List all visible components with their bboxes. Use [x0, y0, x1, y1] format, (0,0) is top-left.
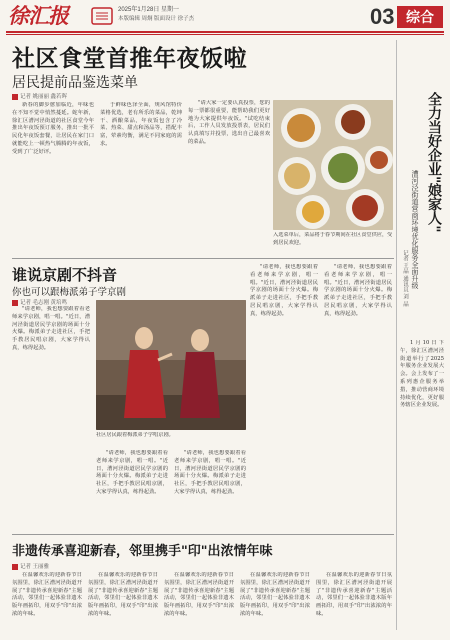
side-byline: 记者 王晶 通讯员 刘 晶	[402, 250, 408, 307]
lead-column-1: 新春的脚步愈加临近，年味也在不知不觉中悄然蔓延。蛇年新，徐汇区漕河泾街道的社区食堂今年推出年夜饭预订服务，推出一批平民化年夜饭套餐，让居民在家门口就能吃上一顿热气腾腾的年夜饭，受到了广泛好评。	[12, 102, 94, 155]
section-label: 综合	[397, 6, 443, 28]
section-divider-2	[12, 534, 394, 535]
newspaper-logo: 徐汇报	[8, 3, 68, 28]
opera-subhead: 你也可以跟梅派弟子学京剧	[12, 287, 127, 298]
opera-column-1: "请老师，我也想要跟着看老师来学京剧，唱一唱。"近日，漕河泾街道居民学京剧的场面十分火爆。梅派弟子走进社区，手把手教居民唱京剧，大家学得认真，练得起劲。	[12, 306, 90, 351]
opera-column-4: "请老师，我也想要跟着看老师来学京剧，唱一唱。"近日，漕河泾街道居民学京剧的场面十分火爆。梅派弟子走进社区，手把手教居民唱京剧，大家学得认真，练得起劲。	[250, 264, 318, 317]
lead-column-3: "请大家一定要认真投票，您的每一票都很重要，能帮助我们更好地为大家提供年夜饭。"试吃结束后，工作人员发放投票表，居民们认真填写并投票，选出自己最喜欢的菜品。	[188, 100, 270, 145]
side-story-body: 1月10日下午，徐汇区漕河泾街道举行了2025年服务企业发展大会。会上发布了一系列惠企服务举措，推动营商环境持续优化，更好服务辖区企业发展。	[400, 340, 444, 409]
byline-marker-icon	[12, 300, 18, 306]
heritage-column-1: 在温馨欢乐的迎新春节日氛围里，徐汇区漕河泾街道开展了"非遗传承喜迎新春"主题活动，邻里们一起体验非遗木版年画拓印，用双手"印"出浓浓的年味。	[12, 572, 82, 617]
opera-performers-image	[96, 300, 246, 430]
section-divider	[12, 258, 394, 259]
heritage-column-5: 在温馨欢乐的迎新春节日氛围里，徐汇区漕河泾街道开展了"非遗传承喜迎新春"主题活动，邻里们一起体验非遗木版年画拓印，用双手"印"出浓浓的年味。	[316, 572, 392, 617]
masthead-rule	[6, 31, 444, 33]
opera-column-2: "请老师，我也想要跟着看老师来学京剧，唱一唱。"近日，漕河泾街道居民学京剧的场面十分火爆。梅派弟子走进社区，手把手教居民唱京剧，大家学得认真，练得起劲。	[96, 450, 168, 495]
heritage-headline: 非遗传承喜迎新春，邻里携手"印"出浓情年味	[12, 544, 273, 559]
opera-photo	[96, 300, 246, 430]
page-number: 03	[370, 4, 395, 29]
editors-line: 本版编辑 周炯 版面设计 徐子杰	[118, 16, 195, 22]
lead-column-2: 于鲜味色泽全面，规风馆特价菜格优选，老有所乐的菜品，乾坤干、酒酿菜品，年夜饭包含了冷菜、热菜、甜点和汤品等，搭配丰富，荤素均衡，满足不同家庭的需求。	[100, 102, 182, 147]
opera-column-3: "请老师，我也想要跟着看老师来学京剧，唱一唱。"近日，漕河泾街道居民学京剧的场面十分火爆。梅派弟子走进社区，手把手教居民唱京剧，大家学得认真，练得起劲。	[174, 450, 246, 495]
food-photo	[273, 100, 393, 230]
opera-headline: 谁说京剧不抖音	[12, 266, 118, 284]
opera-byline	[12, 298, 67, 306]
lead-headline: 社区食堂首推年夜饭啦	[12, 45, 247, 72]
issue-date: 2025年1月28日 星期一	[118, 7, 180, 13]
heritage-column-2: 在温馨欢乐的迎新春节日氛围里，徐汇区漕河泾街道开展了"非遗传承喜迎新春"主题活动，邻里们一起体验非遗木版年画拓印，用双手"印"出浓浓的年味。	[88, 572, 158, 617]
column-divider	[396, 40, 397, 630]
lead-subhead: 居民提前品鉴选菜单	[12, 75, 138, 91]
lead-byline	[12, 92, 67, 100]
side-subhead: 漕河泾街道营商环境优化服务全面升级	[411, 170, 419, 289]
food-photo-caption: 入选菜单后，菜品将于春节期间在社区食堂供应，受到居民欢迎。	[273, 232, 393, 246]
heritage-column-4: 在温馨欢乐的迎新春节日氛围里，徐汇区漕河泾街道开展了"非遗传承喜迎新春"主题活动，邻里们一起体验非遗木版年画拓印，用双手"印"出浓浓的年味。	[240, 572, 310, 617]
side-headline: 全力当好企业"娘家人"	[426, 92, 442, 233]
heritage-byline-text: 记者 王丽雅	[20, 564, 50, 570]
heritage-column-3: 在温馨欢乐的迎新春节日氛围里，徐汇区漕河泾街道开展了"非遗传承喜迎新春"主题活动，邻里们一起体验非遗木版年画拓印，用双手"印"出浓浓的年味。	[164, 572, 234, 617]
lead-byline-text: 记者 姚丽丽 鑫若晖	[20, 94, 68, 100]
heritage-byline	[12, 562, 49, 570]
opera-column-5: "请老师，我也想要跟着看老师来学京剧，唱一唱。"近日，漕河泾街道居民学京剧的场面十分火爆。梅派弟子走进社区，手把手教居民唱京剧，大家学得认真，练得起劲。	[324, 264, 392, 317]
opera-byline-text: 记者 毛志刚 黄培鸣	[20, 300, 68, 306]
byline-marker-icon	[12, 564, 18, 570]
opera-photo-caption: 社区居民跟着梅派弟子学唱京剧。	[96, 432, 174, 438]
seal-icon	[90, 6, 114, 26]
byline-marker-icon	[12, 94, 18, 100]
masthead-rule-thin	[6, 34, 444, 35]
food-dishes-image	[273, 100, 393, 230]
